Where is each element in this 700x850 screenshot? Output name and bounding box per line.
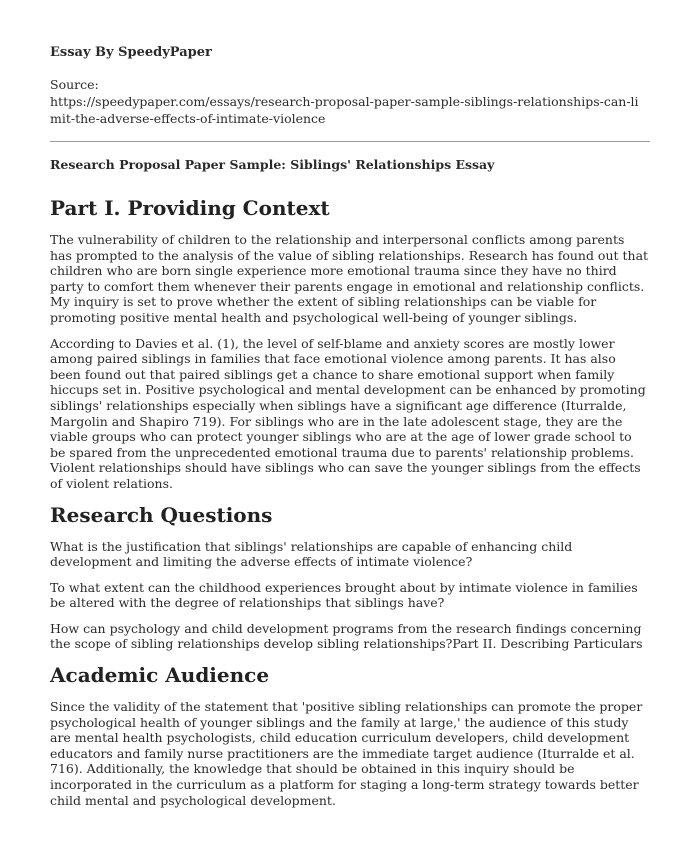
section-heading: Research Questions [50,502,273,527]
header-divider [50,141,650,142]
paragraph: According to Davies et al. (1), the level of self-blame and anxiety scores are mostly lower among paired siblings in families that face emotional violence among parents. It has also been found out that paired siblings get a chance to share emotional support when family hiccups set in. Positive psychological and mental development can be enhanced by promoting siblings' relationships especially when siblings have a significant age difference (Iturralde, Margolin and Shapiro 719). For siblings who are in the late adolescent stage, they are the viable groups who can protect younger siblings who are at the age of lower grade school to be spared from the unprecedented emotional trauma due to parents' relationship problems. Violent relationships should have siblings who can save the younger siblings from the effects of violent relations. [50,335,646,491]
section-providing-context [50,195,650,492]
section-research-questions [50,502,650,653]
document-title: Research Proposal Paper Sample: Siblings' Relationships Essay [50,157,495,172]
source-label: Source: [50,77,99,92]
section-heading: Part I. Providing Context [50,196,330,220]
byline: Essay By SpeedyPaper [50,45,212,60]
paragraph: How can psychology and child development programs from the research findings concerning the scope of sibling relationships develop sibling relationships?Part II. Describing Particulars [50,620,643,652]
paragraph: The vulnerability of children to the relationship and interpersonal conflicts among parents has prompted to the analysis of the value of sibling relationships. Research has found out that children who are born single experience more emotional trauma since they have no third party to comfort them whenever their parents engage in emotional and relationship conflicts. My inquiry is set to prove whether the extent of sibling relationships can be viable for promoting positive mental health and psychological well-being of younger siblings. [50,232,649,325]
paragraph: What is the justification that siblings' relationships are capable of enhancing child development and limiting the adverse effects of intimate violence? [50,538,573,570]
section-heading: Academic Audience [50,663,270,688]
paragraph: Since the validity of the statement that 'positive sibling relationships can promote the proper psychological health of younger siblings and the family at large,' the audience of this study are mental health psychologists, child education curriculum developers, child development educators and family nurse practitioners are the immediate target audience (Iturralde et al. 716). Additionally, the knowledge that should be obtained in this inquiry should be incorporated in the curriculum as a platform for staging a long-term strategy towards better child mental and psychological development. [50,699,643,808]
section-academic-audience [50,662,650,808]
paragraph: To what extent can the childhood experiences brought about by intimate violence in families be altered with the degree of relationships that siblings have? [50,579,638,611]
source-url: https://speedypaper.com/essays/research-proposal-paper-sample-siblings-relationships-can-limit-the-adverse-effects-of-intimate-violence [50,94,639,126]
